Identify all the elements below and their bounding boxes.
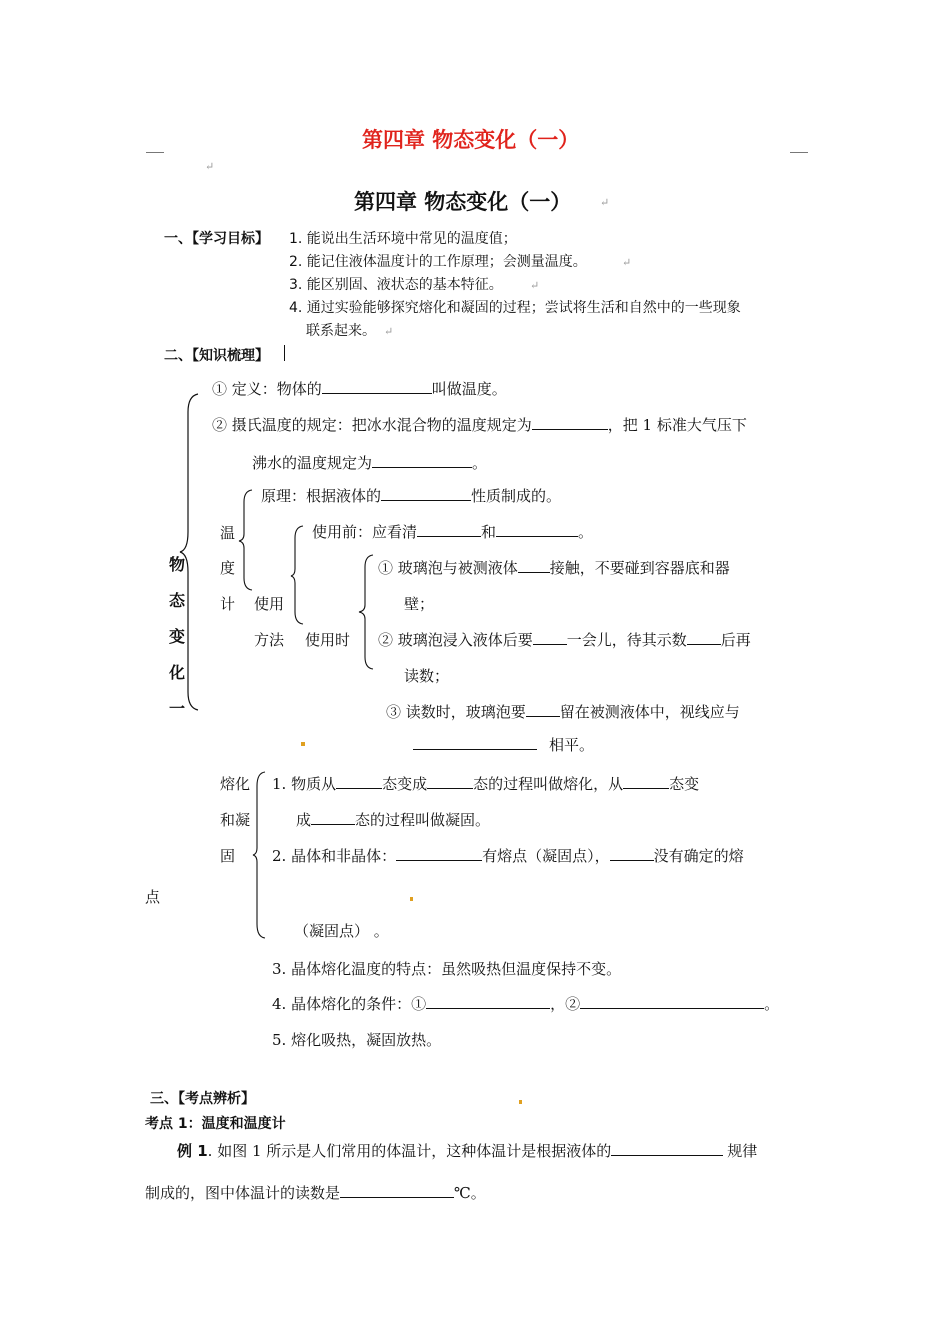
melt2-suffix: 没有确定的熔	[653, 847, 744, 865]
goal-item: 2. 能记住液体温度计的工作原理；会测量温度。	[289, 254, 587, 270]
celsius-line2-suffix: 。	[472, 454, 488, 472]
before-suffix: 。	[578, 523, 594, 541]
paragraph-mark: ↵	[530, 279, 540, 292]
melt1-line2-suffix: 态的过程叫做凝固。	[355, 811, 491, 829]
goal-item: 联系起来。	[306, 323, 376, 339]
definition-line	[212, 378, 507, 399]
definition-prefix: ① 定义：物体的	[212, 380, 322, 398]
blank-field[interactable]	[381, 486, 471, 501]
blank-field[interactable]	[372, 453, 472, 468]
during-step-2	[378, 629, 751, 650]
during2-prefix: ② 玻璃泡浸入液体后要	[378, 631, 533, 649]
melt-item-2-wrap: 点	[145, 888, 161, 906]
melt4-suffix: 。	[764, 995, 780, 1013]
before-use-line	[312, 521, 593, 542]
paragraph-mark: ↵	[205, 160, 215, 173]
section-label-knowledge: 二、【知识梳理】	[164, 348, 269, 364]
melting-label: 熔化	[220, 775, 251, 793]
during1-suffix: 接触，不要碰到容器底和器	[549, 559, 730, 577]
blank-field[interactable]	[426, 994, 550, 1009]
blank-field[interactable]	[623, 774, 669, 789]
blank-field[interactable]	[526, 702, 560, 717]
highlight-mark	[301, 742, 305, 746]
goal-item: 3. 能区别固、液状态的基本特征。	[289, 277, 503, 293]
blank-field[interactable]	[580, 994, 764, 1009]
during3-prefix: ③ 读数时，玻璃泡要	[386, 703, 526, 721]
paragraph-mark: ↵	[384, 325, 394, 338]
celsius-line	[212, 414, 747, 435]
blank-field[interactable]	[340, 1183, 454, 1198]
highlight-mark	[410, 897, 413, 901]
during-use-label: 使用时	[305, 631, 351, 649]
melt1-prefix: 1. 物质从	[272, 775, 337, 793]
thermometer-label-char: 计	[220, 595, 236, 613]
section-label-analysis: 三、【考点辨析】	[150, 1091, 255, 1107]
blank-field[interactable]	[496, 522, 578, 537]
thermometer-label-char: 温	[220, 524, 236, 542]
example-label: 例 1	[177, 1142, 208, 1160]
celsius-mid: ，把 1 标准大气压下	[607, 416, 747, 434]
blank-field[interactable]	[687, 630, 721, 645]
example-line2-prefix: 制成的，图中体温计的读数是	[145, 1184, 341, 1202]
goal-item: 4. 通过实验能够探究熔化和凝固的过程；尝试将生活和自然中的一些现象	[289, 300, 741, 316]
use-method-brace	[290, 524, 306, 626]
during3-line2-text: 相平。	[549, 736, 595, 754]
during2-suffix: 后再	[720, 631, 751, 649]
side-label-char: 化	[168, 663, 185, 682]
blank-field[interactable]	[611, 1141, 723, 1156]
during-step-1-line-2: 壁；	[404, 595, 435, 613]
before-prefix: 使用前：应看清	[312, 523, 418, 541]
page-title: 第四章 物态变化（一）	[354, 189, 572, 214]
page-corner-mark	[790, 146, 808, 153]
highlight-mark	[519, 1100, 522, 1104]
melt4-prefix: 4. 晶体熔化的条件：①	[272, 995, 427, 1013]
blank-field[interactable]	[518, 558, 550, 573]
melt-item-4	[272, 993, 779, 1014]
blank-field[interactable]	[413, 735, 537, 750]
paragraph-mark: ↵	[600, 196, 610, 209]
blank-field[interactable]	[533, 630, 567, 645]
during-step-3-line-2	[413, 734, 594, 755]
principle-line	[261, 485, 561, 506]
melt1-line2-prefix: 成	[296, 811, 312, 829]
principle-suffix: 性质制成的。	[471, 487, 562, 505]
side-label-char: 一	[168, 699, 185, 718]
celsius-prefix: ② 摄氏温度的规定：把冰水混合物的温度规定为	[212, 416, 532, 434]
melt-item-2	[272, 845, 744, 866]
melt1-b: 态的过程叫做熔化，从	[473, 775, 624, 793]
blank-field[interactable]	[610, 846, 654, 861]
goal-item: 1. 能说出生活环境中常见的温度值；	[289, 231, 517, 247]
example-line-2	[145, 1182, 486, 1203]
celsius-line-2	[252, 452, 487, 473]
during2-mid: 一会儿，待其示数	[566, 631, 687, 649]
exam-point-title: 考点 1：温度和温度计	[145, 1116, 286, 1132]
melting-label: 和凝	[220, 811, 251, 829]
use-method-label: 使用	[254, 595, 285, 613]
example-prefix: . 如图 1 所示是人们常用的体温计，这种体温计是根据液体的	[207, 1142, 612, 1160]
melt-item-5: 5. 熔化吸热，凝固放热。	[272, 1031, 442, 1049]
principle-prefix: 原理：根据液体的	[261, 487, 382, 505]
example-line2-suffix: ℃。	[454, 1184, 486, 1202]
during-step-2-line-2: 读数；	[404, 667, 450, 685]
section-label-goals: 一、【学习目标】	[164, 231, 269, 247]
melting-brace	[252, 770, 268, 940]
blank-field[interactable]	[396, 846, 482, 861]
header-title: 第四章 物态变化（一）	[362, 127, 580, 152]
melt2-mid: 有熔点（凝固点），	[482, 847, 610, 865]
celsius-line2-prefix: 沸水的温度规定为	[252, 454, 373, 472]
during-step-3	[386, 701, 740, 722]
during-step-1	[378, 557, 730, 578]
melt-item-1-line-2	[296, 809, 490, 830]
definition-suffix: 叫做温度。	[431, 380, 507, 398]
thermometer-label-char: 度	[220, 559, 236, 577]
melt4-mid: ，②	[550, 995, 581, 1013]
blank-field[interactable]	[322, 379, 432, 394]
melting-label: 固	[220, 847, 236, 865]
blank-field[interactable]	[532, 415, 608, 430]
text-cursor	[284, 345, 285, 361]
melt1-a: 态变成	[382, 775, 428, 793]
side-label-char: 态	[168, 591, 185, 610]
thermometer-brace	[238, 488, 256, 592]
before-mid: 和	[481, 523, 497, 541]
melt-item-2-line-3: （凝固点） 。	[294, 922, 389, 940]
melt1-c: 态变	[669, 775, 700, 793]
side-label-char: 变	[168, 627, 185, 646]
blank-field[interactable]	[427, 774, 473, 789]
blank-field[interactable]	[336, 774, 382, 789]
example-suffix: 规律	[727, 1142, 758, 1160]
melt2-prefix: 2. 晶体和非晶体：	[272, 847, 397, 865]
use-method-label: 方法	[254, 631, 285, 649]
page-corner-mark	[146, 146, 164, 153]
blank-field[interactable]	[311, 810, 355, 825]
during3-suffix: 留在被测液体中，视线应与	[559, 703, 740, 721]
melt-item-3: 3. 晶体熔化温度的特点：虽然吸热但温度保持不变。	[272, 960, 622, 978]
blank-field[interactable]	[417, 522, 481, 537]
melt-item-1	[272, 773, 699, 794]
paragraph-mark: ↵	[622, 256, 632, 269]
side-label-char: 物	[168, 555, 185, 574]
during1-prefix: ① 玻璃泡与被测液体	[378, 559, 518, 577]
example-line	[177, 1140, 757, 1161]
during-use-brace	[358, 553, 376, 671]
